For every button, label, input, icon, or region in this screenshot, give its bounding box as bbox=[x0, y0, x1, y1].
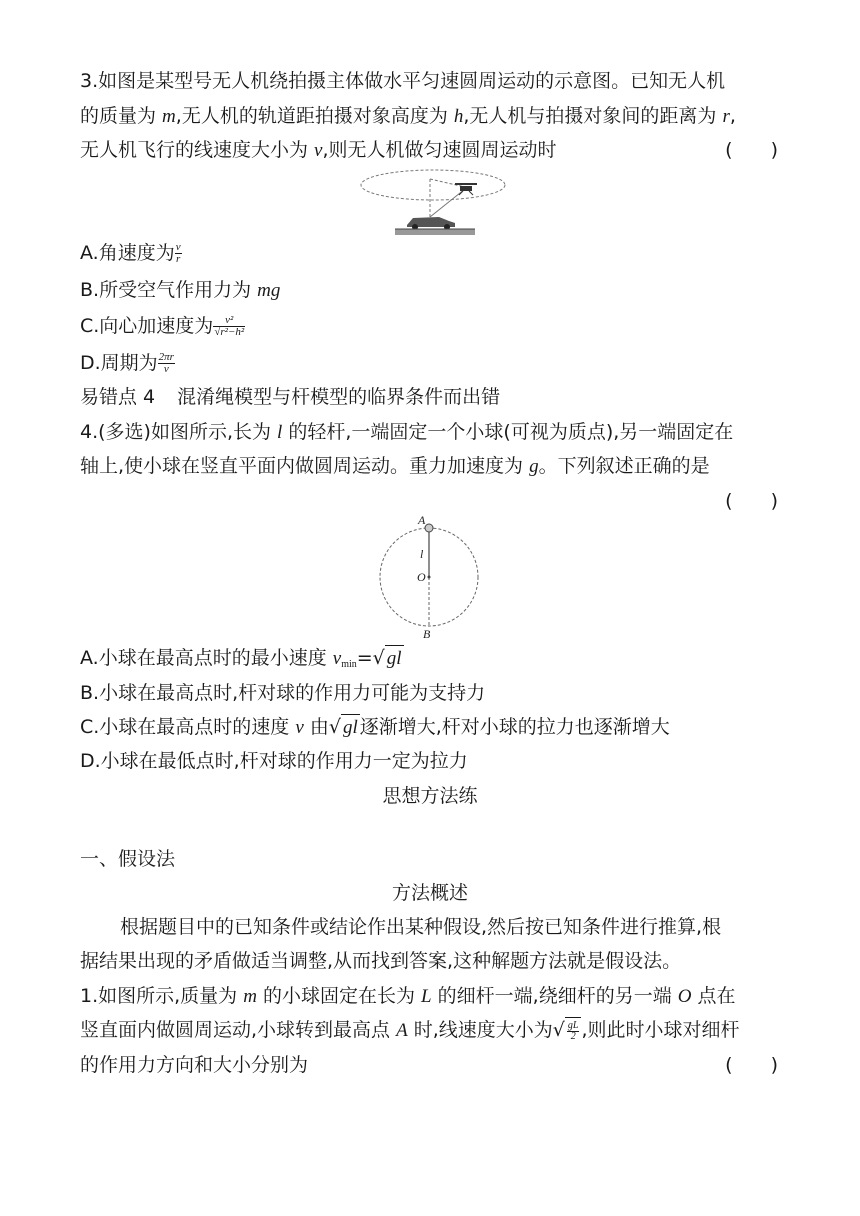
q4-option-d[interactable]: D.小球在最低点时,杆对球的作用力一定为拉力 bbox=[80, 750, 468, 772]
q4-option-c[interactable]: C.小球在最高点时的速度 v 由√ gl 逐渐增大,杆对小球的拉力也逐渐增大 bbox=[80, 714, 670, 741]
q3-option-b[interactable]: B.所受空气作用力为 mg bbox=[80, 279, 281, 301]
part1-title: 一、假设法 bbox=[80, 848, 176, 870]
q3-answer-paren: ( ) bbox=[725, 139, 778, 161]
q4-option-b[interactable]: B.小球在最高点时,杆对球的作用力可能为支持力 bbox=[80, 682, 486, 704]
label-A: A bbox=[418, 513, 426, 527]
q4-option-a[interactable]: A.小球在最高点时的最小速度 $v_{min}=√$ gl bbox=[80, 647, 402, 670]
q1-line3: 的作用力方向和大小分别为 bbox=[80, 1054, 309, 1076]
label-l: l bbox=[420, 547, 424, 561]
q3-option-a[interactable]: A.角速度为 $\frac{v}{r}$ bbox=[80, 241, 181, 265]
q3-option-d[interactable]: D.周期为 $\frac{2\pi r}{v}$ bbox=[80, 351, 174, 375]
car-icon bbox=[407, 217, 455, 230]
q3-line1: 3.如图是某型号无人机绕拍摄主体做水平匀速圆周运动的示意图。已知无人机 bbox=[80, 70, 726, 92]
q4-line1: 4.(多选)如图所示,长为 l 的轻杆,一端固定一个小球(可视为质点),另一端固定在 bbox=[80, 421, 734, 443]
drone-icon bbox=[455, 184, 477, 195]
ball-icon bbox=[425, 524, 433, 532]
label-B: B bbox=[423, 627, 431, 640]
drone-figure bbox=[355, 165, 515, 239]
rod-circle-figure bbox=[370, 510, 490, 640]
method-title: 方法概述 bbox=[391, 882, 468, 904]
q4-answer-paren: ( ) bbox=[725, 490, 778, 512]
method-paragraph-line2: 据结果出现的矛盾做适当调整,从而找到答案,这种解题方法就是假设法。 bbox=[80, 950, 682, 972]
error-point-4-heading: 易错点 4 混淆绳模型与杆模型的临界条件而出错 bbox=[80, 386, 501, 408]
section-title: 思想方法练 bbox=[382, 785, 478, 807]
method-paragraph-line1: 根据题目中的已知条件或结论作出某种假设,然后按已知条件进行推算,根 bbox=[120, 916, 722, 938]
q1-answer-paren: ( ) bbox=[725, 1054, 778, 1076]
q3-line3: 无人机飞行的线速度大小为 v,则无人机做匀速圆周运动时 bbox=[80, 139, 557, 161]
q1-line1: 1.如图所示,质量为 m 的小球固定在长为 L 的细杆一端,绕细杆的另一端 O 点在 bbox=[80, 985, 736, 1007]
q4-line2: 轴上,使小球在竖直平面内做圆周运动。重力加速度为 g。下列叙述正确的是 bbox=[80, 455, 710, 477]
q3-line2: 的质量为 m,无人机的轨道距拍摄对象高度为 h,无人机与拍摄对象间的距离为 r, bbox=[80, 105, 736, 127]
q3-option-c[interactable]: C.向心加速度为 $\frac{\text{v²}}{\text{√r²−h²}}$ bbox=[80, 314, 245, 338]
q1-line2: 竖直面内做圆周运动,小球转到最高点 A 时,线速度大小为√ $\frac{gL}{2}$ ,则此时小球对细杆 bbox=[80, 1019, 740, 1043]
label-O: O bbox=[417, 570, 426, 584]
